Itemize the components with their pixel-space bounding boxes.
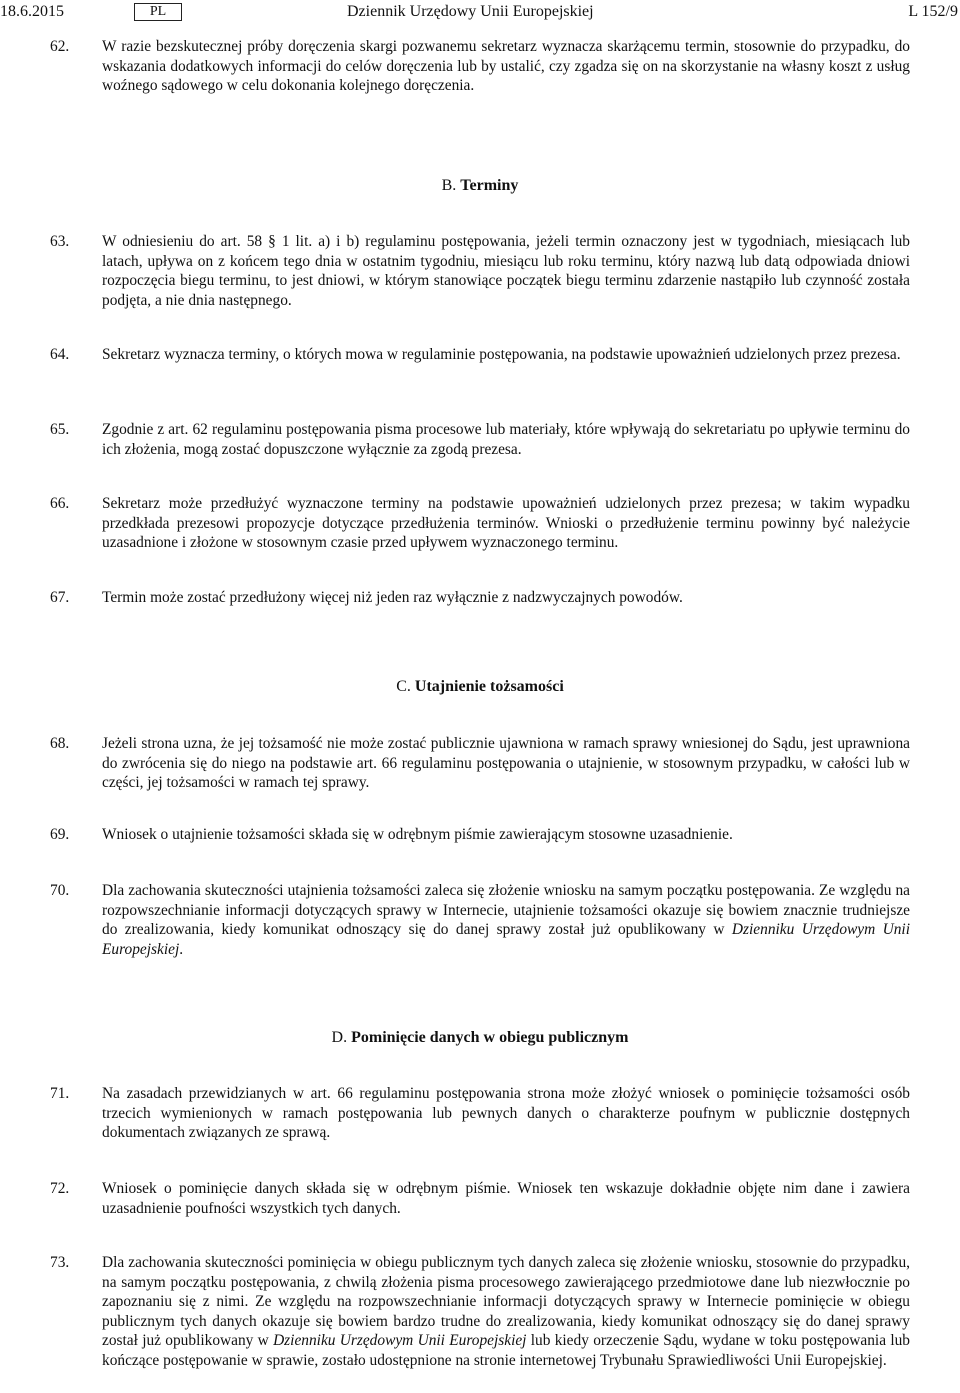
paragraph-number: 67. (50, 589, 70, 606)
paragraph-65 (50, 420, 910, 459)
paragraph-number: 64. (50, 346, 70, 363)
paragraph-number: 71. (50, 1085, 70, 1102)
paragraph-63 (50, 232, 910, 310)
paragraph-number: 72. (50, 1180, 70, 1197)
page-number: L 152/9 (908, 3, 958, 20)
paragraph-text: Zgodnie z art. 62 regulaminu postępowania pisma procesowe lub materiały, które wpływają do sekretariatu po upływie terminu do ich złożenia, mogą zostać dopuszczone wyłącznie za zgodą prezesa. (102, 421, 910, 458)
section-heading-b (0, 176, 960, 196)
section-letter: D. (331, 1029, 348, 1046)
paragraph-text: Jeżeli strona uzna, że jej tożsamość nie może zostać publicznie ujawniona w ramach sprawy wniesionej do Sądu, jest uprawniona do zwrócenia się do niego na podstawie art. 66 regulaminu postępowania o utajnienie, w stosownym przypadku, w całości lub w części, jej tożsamości w ramach tej sprawy. (102, 735, 910, 791)
paragraph-number: 69. (50, 826, 70, 843)
section-heading-c (0, 677, 960, 697)
paragraph-68 (50, 734, 910, 793)
page-header (0, 2, 960, 22)
section-heading-d (0, 1028, 960, 1048)
section-letter: C. (396, 678, 411, 695)
section-title: Utajnienie tożsamości (414, 678, 564, 695)
paragraph-text: Sekretarz wyznacza terminy, o których mowa w regulaminie postępowania, na podstawie upoważnień udzielonych przez prezesa. (102, 346, 901, 363)
paragraph-number: 73. (50, 1254, 70, 1271)
paragraph-number: 63. (50, 233, 70, 250)
paragraph-text: Wniosek o pominięcie danych składa się w odrębnym piśmie. Wniosek ten wskazuje dokładnie objęte nim dane i zawiera uzasadnienie poufności wszystkich tych danych. (102, 1180, 910, 1217)
paragraph-64 (50, 345, 910, 365)
paragraph-text: W razie bezskutecznej próby doręczenia skargi pozwanemu sekretarz wyznacza skarżącemu termin, stosownie do przypadku, do wskazania dodatkowych informacji do celów doręczenia lub by ustalić, czy zgadza się on na skorzystanie na własny koszt z usług woźnego sądowego w celu dokonania kolejnego doręczenia. (102, 38, 910, 94)
paragraph-text: Termin może zostać przedłużony więcej niż jeden raz wyłącznie z nadzwyczajnych powodów. (102, 589, 683, 606)
paragraph-text: Na zasadach przewidzianych w art. 66 regulaminu postępowania strona może złożyć wniosek o pominięcie tożsamości osób trzecich wymienionych w ramach postępowania lub pewnych danych o charakterze poufnym w publicznie dostępnych dokumentach związanych ze sprawą. (102, 1085, 910, 1141)
paragraph-text-main: Dla zachowania skuteczności pominięcia w obiegu publicznym tych danych zaleca się złożenie wniosku, stosownie do przypadku, na samym początku postępowania, z chwilą złożenia pisma procesowego zawierającego przedmiotowe dane lub niezwłocznie po zapoznaniu się z nimi. Ze względu na rozpowszechnianie informacji dotyczących sprawy w Internecie pominięcie w obiegu publicznym tych danych okazuje się bowiem bardzo trudne do zrealizowania, kiedy komunikat odnoszący się do danej sprawy został już opublikowany w (102, 1254, 910, 1349)
paragraph-text: W odniesieniu do art. 58 § 1 lit. a) i b) regulaminu postępowania, jeżeli termin oznaczony jest w tygodniach, miesiącach lub latach, upływa on z końcem tego dnia w ostatnim tygodniu, miesiącu lub roku terminu, który nazwą lub datą odpowiada dniowi rozpoczęcia biegu terminu, to jest dniowi, w którym stanowiące początek biegu terminu zdarzenie nastąpiło lub czynność została podjęta, a nie dnia następnego. (102, 233, 910, 309)
journal-name-italic: Dzienniku Urzędowym Unii Europejskiej (102, 921, 910, 958)
paragraph-66 (50, 494, 910, 553)
publication-date: 18.6.2015 (0, 3, 64, 20)
section-title: Pominięcie danych w obiegu publicznym (351, 1029, 629, 1046)
journal-title: Dziennik Urzędowy Unii Europejskiej (347, 3, 594, 20)
paragraph-70 (50, 881, 910, 959)
journal-name-italic: Dzienniku Urzędowym Unii Europejskiej (273, 1332, 527, 1349)
paragraph-62 (50, 37, 910, 96)
language-badge: PL (134, 3, 182, 21)
paragraph-text: Wniosek o utajnienie tożsamości składa się w odrębnym piśmie zawierającym stosowne uzasadnienie. (102, 826, 733, 843)
paragraph-text: Sekretarz może przedłużyć wyznaczone terminy na podstawie upoważnień udzielonych przez prezesa; w takim wypadku przedkłada prezesowi propozycje dotyczące przedłużenia terminów. Wnioski o przedłużenie terminu powinny być należycie uzasadnione i złożone w stosownym czasie przed upływem wyznaczonego terminu. (102, 495, 910, 551)
paragraph-number: 68. (50, 735, 70, 752)
paragraph-number: 66. (50, 495, 70, 512)
paragraph-72 (50, 1179, 910, 1218)
section-title: Terminy (460, 177, 519, 194)
paragraph-text-end: lub kiedy orzeczenie Sądu, wydane w toku postępowania lub kończące postępowanie w sprawie, zostało udostępnione na stronie internetowej Trybunału Sprawiedliwości Unii Europejskiej. (102, 1332, 910, 1369)
paragraph-71 (50, 1084, 910, 1143)
paragraph-text (102, 1253, 910, 1370)
paragraph-number: 62. (50, 38, 70, 55)
section-letter: B. (441, 177, 457, 194)
paragraph-text-main: Dla zachowania skuteczności utajnienia tożsamości zaleca się złożenie wniosku na samym początku postępowania. Ze względu na rozpowszechnianie informacji dotyczących sprawy w Internecie, utajnienie tożsamości okazuje się bowiem znacznie trudniejsze do zrealizowania, kiedy komunikat odnoszący się do danej sprawy został już opublikowany w (102, 882, 910, 938)
paragraph-text (102, 881, 910, 959)
paragraph-text-end: . (179, 940, 184, 958)
paragraph-67 (50, 588, 910, 608)
paragraph-69 (50, 825, 910, 845)
paragraph-number: 65. (50, 421, 70, 438)
paragraph-73 (50, 1253, 910, 1370)
paragraph-number: 70. (50, 882, 70, 899)
